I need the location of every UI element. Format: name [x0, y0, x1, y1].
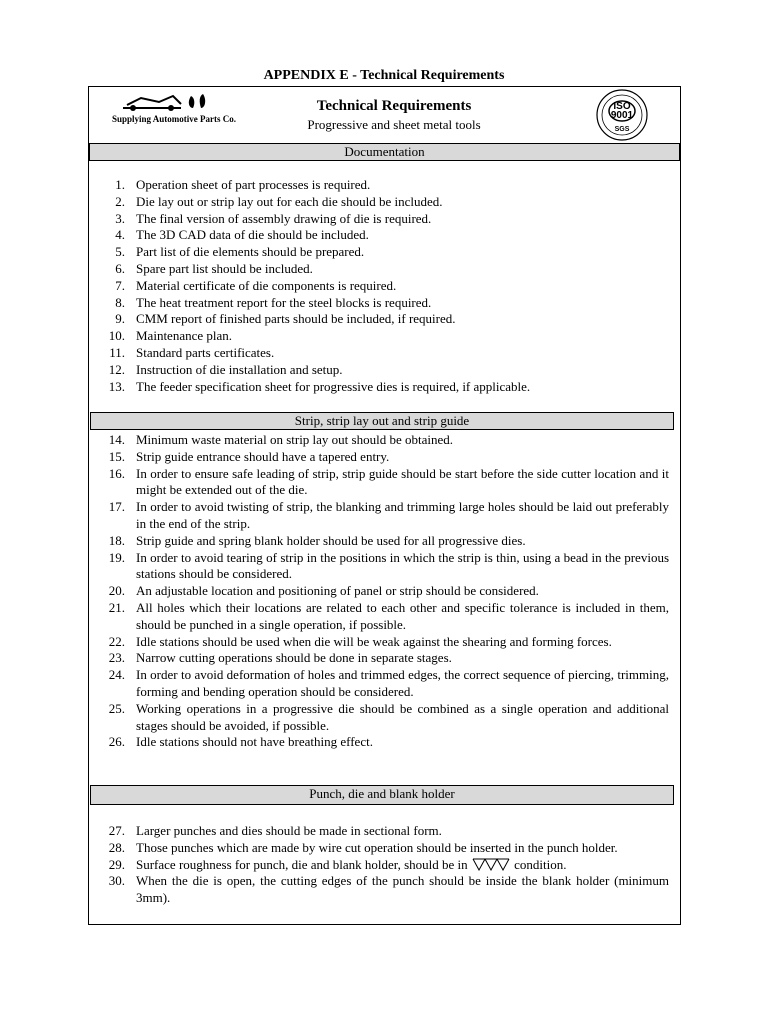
requirement-text: Strip guide and spring blank holder should be used for all progressive dies. — [136, 532, 526, 548]
requirement-number: 18. — [108, 532, 125, 548]
requirement-text: Working operations in a progressive die should be combined as a single operation and additional stages should be avoided, if possible. — [136, 700, 669, 733]
requirement-text: Surface roughness for punch, die and blank holder, should be in — [136, 856, 468, 872]
requirement-item — [89, 328, 669, 345]
requirement-item — [89, 362, 669, 379]
requirement-number: 15. — [108, 448, 125, 464]
requirement-text: Maintenance plan. — [136, 328, 233, 344]
requirement-text: The 3D CAD data of die should be included. — [136, 227, 369, 243]
requirement-item — [89, 379, 669, 396]
requirement-item — [89, 177, 669, 194]
punch-die-list — [89, 823, 669, 907]
requirement-number: 1. — [115, 177, 125, 192]
requirement-number: 12. — [108, 361, 125, 377]
requirement-number: 26. — [108, 734, 125, 750]
iso-badge-text: ISO — [613, 101, 631, 112]
section-heading-punch-die: Punch, die and blank holder — [90, 785, 674, 805]
requirement-number: 6. — [115, 260, 125, 276]
company-logo-box — [89, 87, 259, 143]
requirement-item — [89, 345, 669, 362]
requirement-number: 23. — [108, 650, 125, 666]
requirement-number: 14. — [108, 432, 125, 447]
requirement-number: 25. — [108, 700, 125, 716]
requirement-item — [89, 499, 669, 533]
requirement-text: The final version of assembly drawing of die is required. — [136, 210, 432, 226]
requirement-text: Die lay out or strip lay out for each die should be included. — [136, 193, 443, 209]
requirement-number: 10. — [108, 328, 125, 344]
iso-badge-number: 9001 — [610, 110, 634, 121]
requirement-number: 9. — [115, 311, 125, 327]
requirement-item — [89, 227, 669, 244]
requirement-number: 24. — [108, 667, 125, 683]
requirement-number: 2. — [115, 193, 125, 209]
requirement-text: In order to avoid deformation of holes and trimmed edges, the correct sequence of piercing, trimming, forming and bending operation should be considered. — [136, 667, 669, 699]
requirement-item — [89, 823, 669, 840]
requirement-text: The feeder specification sheet for progressive dies is required, if applicable. — [136, 378, 531, 394]
requirement-number: 22. — [108, 633, 125, 649]
iso-cert-label: SGS — [614, 126, 630, 133]
requirement-number: 8. — [115, 294, 125, 310]
iso-certification-badge — [589, 89, 655, 141]
requirement-item — [89, 634, 669, 651]
company-logo-icon — [121, 90, 221, 114]
requirement-number: 27. — [108, 823, 125, 838]
requirement-text: Idle stations should be used when die will be weak against the shearing and forming forces. — [136, 633, 612, 649]
section-heading-documentation: Documentation — [89, 143, 680, 161]
requirement-number: 3. — [115, 210, 125, 226]
requirement-item — [89, 550, 669, 584]
requirement-text: Larger punches and dies should be made in sectional form. — [136, 823, 442, 838]
requirement-item — [89, 261, 669, 278]
requirement-number: 28. — [108, 839, 125, 855]
requirement-item — [89, 211, 669, 228]
requirement-item — [89, 650, 669, 667]
requirement-text: In order to ensure safe leading of strip, strip guide should be start before the side cutter location and it might be extended out of the die. — [136, 465, 669, 498]
header-title-box — [259, 87, 529, 143]
requirement-number: 19. — [108, 549, 125, 565]
documentation-list — [89, 177, 669, 395]
requirements-sheet — [88, 86, 681, 925]
requirement-number: 7. — [115, 277, 125, 293]
requirement-number: 20. — [108, 583, 125, 599]
requirement-item — [89, 449, 669, 466]
requirement-number: 4. — [115, 227, 125, 243]
requirement-item — [89, 533, 669, 550]
requirement-number: 29. — [108, 856, 125, 872]
requirement-item — [89, 857, 669, 874]
sheet-title: Technical Requirements — [316, 98, 472, 114]
requirement-number: 17. — [108, 499, 125, 515]
requirement-text: Minimum waste material on strip lay out should be obtained. — [136, 432, 454, 447]
requirement-text: Strip guide entrance should have a tapered entry. — [136, 448, 390, 464]
requirement-number: 5. — [115, 244, 125, 260]
requirement-item — [89, 311, 669, 328]
requirement-item — [89, 295, 669, 312]
requirement-text: Material certificate of die components is required. — [136, 277, 397, 293]
requirement-text: Instruction of die installation and setup. — [136, 361, 343, 377]
requirement-item — [89, 734, 669, 751]
requirement-item — [89, 667, 669, 701]
requirement-text: Narrow cutting operations should be done in separate stages. — [136, 650, 452, 666]
requirement-number: 21. — [108, 599, 125, 615]
requirement-item — [89, 701, 669, 735]
requirement-item — [89, 278, 669, 295]
requirement-number: 13. — [108, 378, 125, 394]
requirement-text: CMM report of finished parts should be included, if required. — [136, 311, 456, 327]
requirement-item — [89, 244, 669, 261]
requirement-number: 30. — [108, 873, 125, 889]
company-name: Supplying Automotive Parts Co. — [111, 114, 236, 124]
requirement-text: Idle stations should not have breathing effect. — [136, 734, 373, 750]
requirement-item — [89, 466, 669, 500]
surface-roughness-icon — [471, 858, 511, 871]
requirement-text: Operation sheet of part processes is required. — [136, 177, 371, 192]
requirement-text: In order to avoid tearing of strip in the positions in which the strip is thin, using a bead in the previous stations should be considered. — [136, 549, 669, 582]
requirement-text-after: condition. — [510, 856, 567, 872]
requirement-text: When the die is open, the cutting edges of the punch should be inside the blank holder (minimum 3mm). — [136, 873, 669, 906]
requirement-item — [89, 583, 669, 600]
appendix-title: APPENDIX E - Technical Requirements — [263, 68, 505, 83]
requirement-text: Those punches which are made by wire cut operation should be inserted in the punch holder. — [136, 839, 618, 855]
requirement-text: All holes which their locations are related to each other and specific tolerance is included in them, should be punched in a single operation, if possible. — [136, 599, 669, 632]
requirement-item — [89, 600, 669, 634]
requirement-number: 16. — [108, 465, 125, 481]
requirement-item — [89, 873, 669, 907]
requirement-text: Spare part list should be included. — [136, 260, 313, 276]
sheet-subtitle: Progressive and sheet metal tools — [307, 117, 481, 132]
requirement-text: In order to avoid twisting of strip, the blanking and trimming large holes should be laid out preferably in the end of the strip. — [136, 499, 669, 531]
section-heading-strip: Strip, strip lay out and strip guide — [90, 412, 674, 430]
requirement-text: Part list of die elements should be prepared. — [136, 244, 365, 260]
requirement-text: Standard parts certificates. — [136, 344, 275, 360]
strip-list — [89, 432, 669, 751]
sheet-header — [89, 87, 680, 144]
requirement-text: The heat treatment report for the steel blocks is required. — [136, 294, 432, 310]
requirement-item — [89, 432, 669, 449]
requirement-item — [89, 194, 669, 211]
requirement-number: 11. — [109, 344, 125, 360]
iso-seal-icon — [589, 89, 655, 141]
requirement-text: An adjustable location and positioning of panel or strip should be considered. — [136, 583, 539, 599]
requirement-item — [89, 840, 669, 857]
